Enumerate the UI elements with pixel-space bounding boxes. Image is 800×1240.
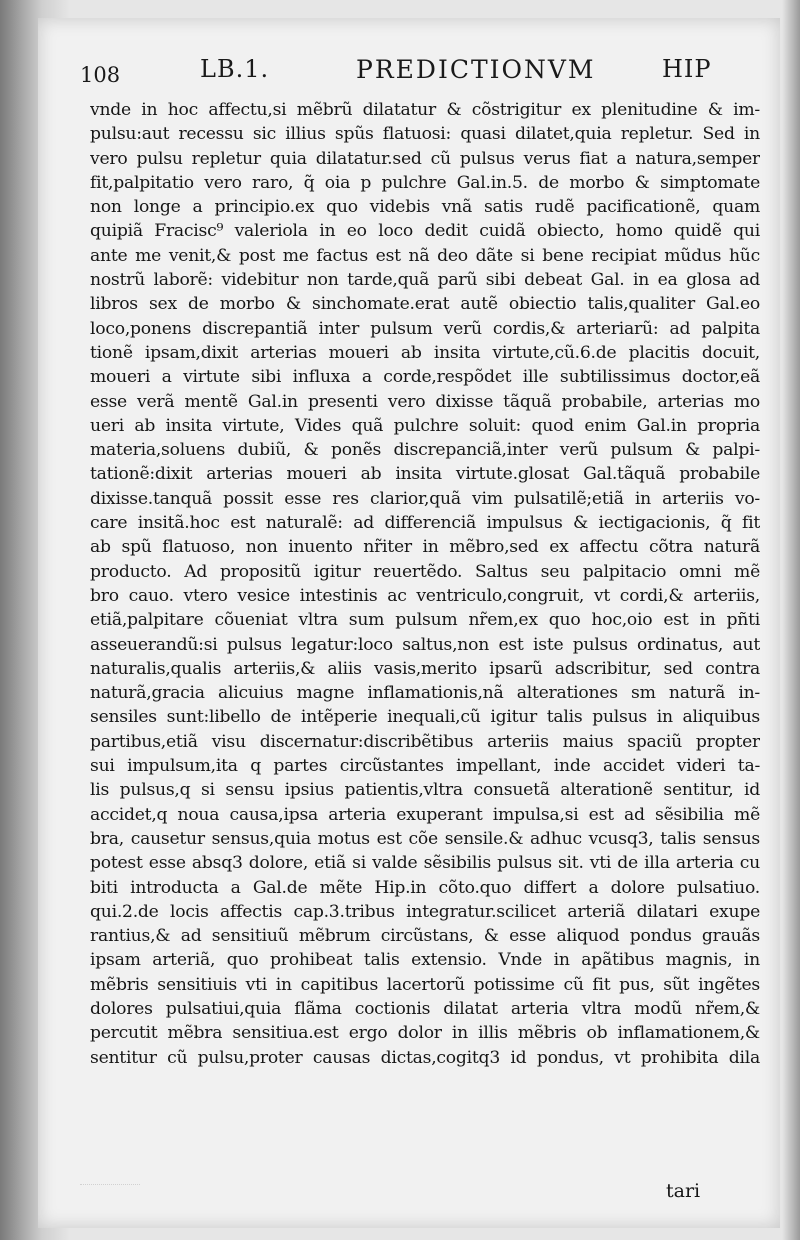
text-line: naturalis,qualis arteriis,& aliis vasis,merito ipsarũ adscribitur, sed contra <box>90 658 760 679</box>
author-abbreviation: HIP <box>662 55 712 83</box>
text-line: etiã,palpitare cõueniat vltra sum pulsum nr̃em,ex quo hoc,oio est in pñti <box>90 610 760 631</box>
text-line: pulsu:aut recessu sic illius spũs flatuosi: quasi dilatet,quia repletur. Sed in <box>90 124 760 145</box>
text-line: potest esse absq3 dolore, etiã si valde sẽsibilis pulsus sit. vti de illa arteria cu <box>90 853 760 874</box>
text-line: fit,palpitatio vero raro, q̃ oia p pulchre Gal.in.5. de morbo & simptomate <box>90 172 760 193</box>
text-line: vero pulsu repletur quia dilatatur.sed cũ pulsus verus fiat a natura,semper <box>90 148 760 169</box>
text-line: bro cauo. vtero vesice intestinis ac ventriculo,congruit, vt cordi,& arteriis, <box>90 585 760 606</box>
text-line: bra, causetur sensus,quia motus est cõe sensile.& adhuc vcusq3, talis sensus <box>90 828 760 849</box>
text-line: non longe a principio.ex quo videbis vnã satis rudẽ pacificationẽ, quam <box>90 197 760 218</box>
text-line: lis pulsus,q si sensu ipsius patientis,vltra consuetã alterationẽ sentitur, id <box>90 780 760 801</box>
text-line: ipsam arteriã, quo prohibeat talis extensio. Vnde in apãtibus magnis, in <box>90 950 760 971</box>
text-line: sensiles sunt:libello de intẽperie inequali,cũ igitur talis pulsus in aliquibus <box>90 707 760 728</box>
page-number: 108 <box>80 63 121 87</box>
text-line: nostrũ laborẽ: videbitur non tarde,quã parũ sibi debeat Gal. in ea glosa ad <box>90 270 760 291</box>
page-edge-shadow <box>782 0 800 1240</box>
text-line: accidet,q noua causa,ipsa arteria exuperant impulsa,si est ad sẽsibilia mẽ <box>90 804 760 825</box>
text-line: moueri a virtute sibi influxa a corde,respõdet ille subtilissimus doctor,eã <box>90 367 760 388</box>
body-text <box>90 98 760 1070</box>
running-title: PREDICTIONVM <box>356 55 596 84</box>
text-line: qui.2.de locis affectis cap.3.tribus integratur.scilicet arteriã dilatari exupe <box>90 901 760 922</box>
text-line: loco,ponens discrepantiã inter pulsum verũ cordis,& arteriarũ: ad palpita <box>90 318 760 339</box>
faint-marking <box>80 1170 140 1185</box>
text-line: care insitã.hoc est naturalẽ: ad differenciã impulsus & iectigacionis, q̃ fit <box>90 513 760 534</box>
text-line: materia,soluens dubiũ, & ponẽs discrepanciã,inter verũ pulsum & palpi- <box>90 440 760 461</box>
text-line: percutit mẽbra sensitiua.est ergo dolor in illis mẽbris ob inflamationem,& <box>90 1023 760 1044</box>
text-line: esse verã mentẽ Gal.in presenti vero dixisse tãquã probabile, arterias mo <box>90 391 760 412</box>
text-line: dolores pulsatiui,quia flãma coctionis dilatat arteria vltra modũ nr̃em,& <box>90 998 760 1019</box>
text-line: vnde in hoc affectu,si mẽbrũ dilatatur & cõstrigitur ex plenitudine & im- <box>90 100 760 120</box>
text-line: ueri ab insita virtute, Vides quã pulchre soluit: quod enim Gal.in propria <box>90 415 760 436</box>
text-line: mẽbris sensitiuis vti in capitibus lacertorũ potissime cũ fit pus, sũt ingẽtes <box>90 974 760 995</box>
text-line: dixisse.tanquã possit esse res clarior,quã vim pulsatilẽ;etiã in arteriis vo- <box>90 488 760 509</box>
text-line: ab spũ flatuoso, non inuento nr̃iter in mẽbro,sed ex affectu cõtra naturã <box>90 537 760 558</box>
text-line: asseuerandũ:si pulsus legatur:loco saltus,non est iste pulsus ordinatus, aut <box>90 634 760 655</box>
catchword: tari <box>666 1180 701 1202</box>
running-header <box>80 55 720 91</box>
text-line: tationẽ:dixit arterias moueri ab insita virtute.glosat Gal.tãquã probabile <box>90 464 760 485</box>
text-line: tionẽ ipsam,dixit arterias moueri ab insita virtute,cũ.6.de placitis docuit, <box>90 342 760 363</box>
text-line: sui impulsum,ita q partes circũstantes impellant, inde accidet videri ta- <box>90 756 760 777</box>
text-line: ante me venit,& post me factus est nã deo dãte si bene recipiat mũdus hũc <box>90 245 760 266</box>
book-label: LB.1. <box>200 55 270 83</box>
text-line: biti introducta a Gal.de mẽte Hip.in cõto.quo differt a dolore pulsatiuo. <box>90 877 760 898</box>
text-line: producto. Ad propositũ igitur reuertẽdo. Saltus seu palpitacio omni mẽ <box>90 561 760 582</box>
text-line: rantius,& ad sensitiuũ mẽbrum circũstans, & esse aliquod pondus grauãs <box>90 926 760 947</box>
text-line: sentitur cũ pulsu,proter causas dictas,cogitq3 id pondus, vt prohibita dila <box>90 1047 760 1068</box>
text-line: libros sex de morbo & sinchomate.erat autẽ obiectio talis,qualiter Gal.eo <box>90 294 760 315</box>
text-line: partibus,etiã visu discernatur:discribẽtibus arteriis maius spaciũ propter <box>90 731 760 752</box>
text-line: naturã,gracia alicuius magne inflamationis,nã alterationes sm naturã in- <box>90 683 760 704</box>
text-line: quipiã Fracisc⁹ valeriola in eo loco dedit cuidã obiecto, homo quidẽ qui <box>90 221 760 242</box>
